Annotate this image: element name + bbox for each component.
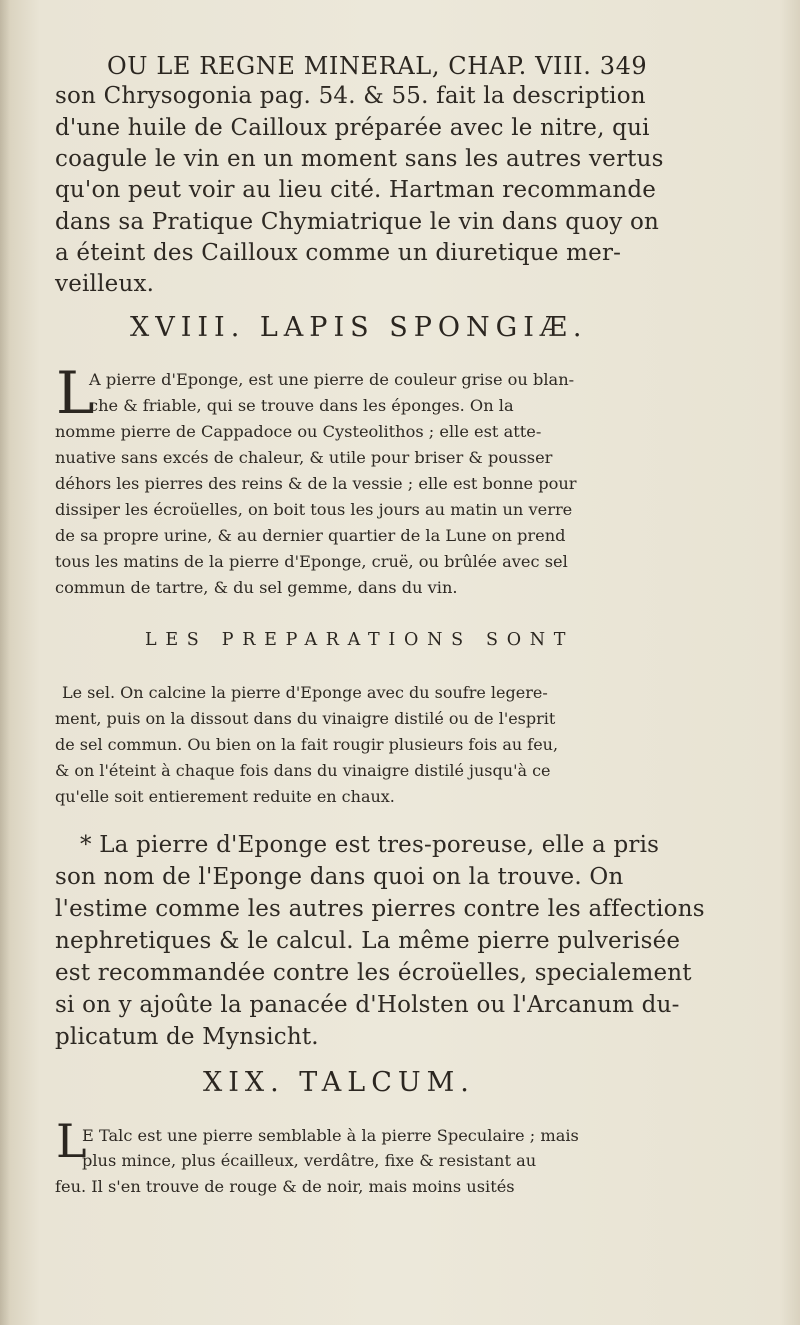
drop-cap: L — [56, 1114, 87, 1168]
text-line: dans sa Pratique Chymiatrique le vin dans quoy on — [55, 209, 660, 235]
text-line: nuative sans excés de chaleur, & utile pour briser & pousser — [55, 448, 553, 467]
text-line: son Chrysogonia pag. 54. & 55. fait la description — [55, 83, 646, 109]
text-line: ment, puis on la dissout dans du vinaigre distilé ou de l'esprit — [55, 709, 556, 728]
section-title-lapis-spongiae: XVIII. LAPIS SPONGIÆ. — [130, 312, 588, 343]
text-line: déhors les pierres des reins & de la vessie ; elle est bonne pour — [55, 474, 577, 493]
text-line: plus mince, plus écailleux, verdâtre, fixe & resistant au — [82, 1151, 537, 1170]
text-line: plicatum de Mynsicht. — [55, 1024, 319, 1050]
text-line: son nom de l'Eponge dans quoi on la trouve. On — [55, 864, 624, 890]
text-line: est recommandée contre les écroüelles, specialement — [55, 960, 692, 986]
text-line: l'estime comme les autres pierres contre les affections — [55, 896, 705, 922]
text-line: a éteint des Cailloux comme un diuretique mer- — [55, 240, 622, 266]
text-line: & on l'éteint à chaque fois dans du vinaigre distilé jusqu'à ce — [55, 761, 551, 780]
running-head: OU LE REGNE MINERAL, CHAP. VIII. 349 — [107, 52, 648, 80]
text-line: coagule le vin en un moment sans les autres vertus — [55, 146, 664, 172]
text-line: Le sel. On calcine la pierre d'Eponge avec du soufre legere- — [62, 683, 548, 702]
text-line: de sel commun. Ou bien on la fait rougir plusieurs fois au feu, — [55, 735, 559, 754]
text-line: * La pierre d'Eponge est tres-poreuse, elle a pris — [80, 832, 660, 858]
text-line: E Talc est une pierre semblable à la pierre Speculaire ; mais — [82, 1126, 579, 1145]
section-title-talcum: XIX. TALCUM. — [203, 1067, 475, 1098]
text-line: commun de tartre, & du sel gemme, dans du vin. — [55, 578, 458, 597]
text-line: tous les matins de la pierre d'Eponge, cruë, ou brûlée avec sel — [55, 552, 568, 571]
text-line: dissiper les écroüelles, on boit tous les jours au matin un verre — [55, 500, 573, 519]
text-line: qu'on peut voir au lieu cité. Hartman recommande — [55, 177, 657, 203]
text-line: feu. Il s'en trouve de rouge & de noir, mais moins usités — [55, 1177, 515, 1196]
text-line: de sa propre urine, & au dernier quartier de la Lune on prend — [55, 526, 566, 545]
page-left-edge-shadow — [0, 0, 10, 1325]
text-line: nephretiques & le calcul. La même pierre pulverisée — [55, 928, 681, 954]
text-line: che & friable, qui se trouve dans les éponges. On la — [89, 396, 514, 415]
text-line: A pierre d'Eponge, est une pierre de couleur grise ou blan- — [89, 370, 575, 389]
text-line: nomme pierre de Cappadoce ou Cysteolithos ; elle est atte- — [55, 422, 542, 441]
text-line: veilleux. — [55, 271, 155, 297]
text-line: qu'elle soit entierement reduite en chaux. — [55, 787, 395, 806]
text-line: d'une huile de Cailloux préparée avec le nitre, qui — [55, 115, 650, 141]
preparations-heading: LES PREPARATIONS SONT — [145, 630, 575, 650]
text-line: si on y ajoûte la panacée d'Holsten ou l'Arcanum du- — [55, 992, 680, 1018]
drop-cap: L — [56, 359, 95, 427]
